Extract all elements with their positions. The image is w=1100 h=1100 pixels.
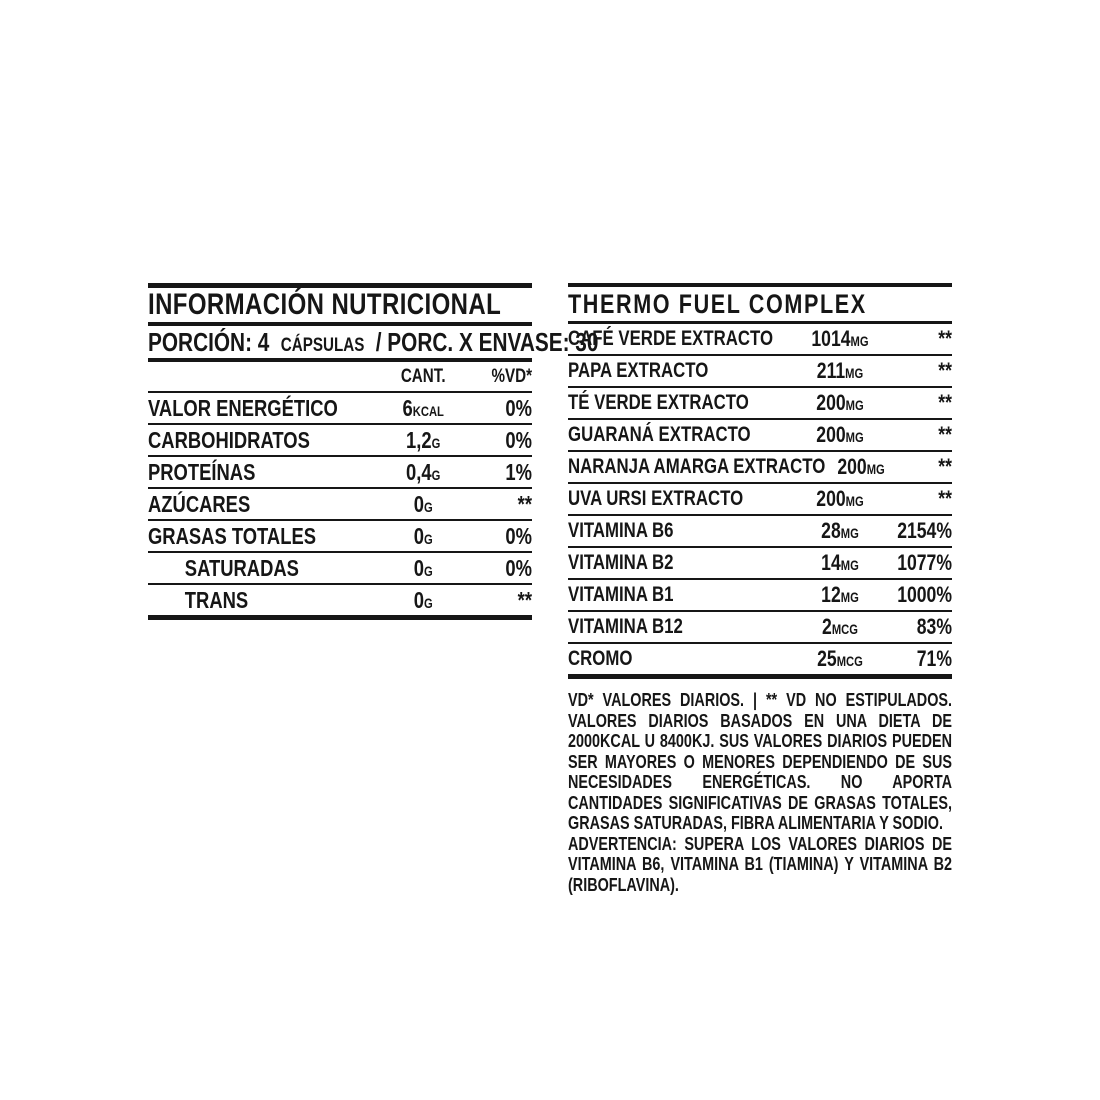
nutrient-label: TRANS xyxy=(184,586,249,613)
nutrient-unit: G xyxy=(431,466,441,483)
advertencia-label: ADVERTENCIA: xyxy=(568,833,677,854)
ingredient-amount: 25MCG xyxy=(817,646,863,671)
ingredient-row xyxy=(568,644,952,674)
ingredient-amount: 14MG xyxy=(821,550,859,575)
ingredient-row xyxy=(568,516,952,548)
nutrient-label: SATURADAS xyxy=(184,554,299,581)
nutrient-row xyxy=(148,457,532,489)
ingredient-unit: MG xyxy=(845,493,864,509)
ingredient-unit: MG xyxy=(845,397,864,413)
serving-unit: CÁPSULAS xyxy=(280,335,365,356)
ingredient-unit: MG xyxy=(840,557,859,573)
nutrient-amount: 0G xyxy=(413,522,433,549)
ingredient-label: NARANJA AMARGA EXTRACTO xyxy=(568,455,826,478)
nutrient-amount: 0G xyxy=(413,490,433,517)
ingredient-dv: ** xyxy=(938,422,952,447)
ingredient-label: VITAMINA B6 xyxy=(568,519,674,542)
nutrient-row xyxy=(148,521,532,553)
nutrient-dv: 0% xyxy=(505,394,532,421)
ingredient-row xyxy=(568,580,952,612)
ingredient-amount: 2MCG xyxy=(822,614,858,639)
nutrient-row xyxy=(148,393,532,425)
ingredient-row xyxy=(568,452,952,484)
nutrient-dv: ** xyxy=(517,490,532,517)
nutrient-dv: 0% xyxy=(505,426,532,453)
bottom-rule xyxy=(148,615,532,620)
ingredient-row xyxy=(568,356,952,388)
ingredient-dv: 1077% xyxy=(897,550,952,575)
column-headers xyxy=(148,362,532,391)
ingredient-amount: 200MG xyxy=(816,390,864,415)
bottom-rule xyxy=(568,674,952,679)
amount-column-header: CANT. xyxy=(400,366,446,387)
ingredient-unit: MG xyxy=(850,333,869,349)
nutrient-dv: 0% xyxy=(505,522,532,549)
advertencia-text: SUPERA LOS VALORES DIARIOS DE VITAMINA B6, VITAMINA B1 (TIAMINA) Y VITAMINA B2 (RIBOFLAVINA). xyxy=(568,833,952,895)
ingredient-amount: 211MG xyxy=(816,358,864,383)
ingredient-row xyxy=(568,324,952,356)
ingredient-dv: 71% xyxy=(916,646,952,671)
nutrient-label: CARBOHIDRATOS xyxy=(148,426,310,453)
nutrient-dv: 0% xyxy=(505,554,532,581)
ingredient-unit: MG xyxy=(845,365,864,381)
ingredient-dv: ** xyxy=(938,486,952,511)
ingredient-unit: MG xyxy=(845,429,864,445)
ingredient-amount: 200MG xyxy=(816,486,864,511)
serving-size: PORCIÓN: 4 xyxy=(148,327,270,357)
ingredient-amount: 1014MG xyxy=(811,326,869,351)
ingredient-row xyxy=(568,388,952,420)
ingredient-unit: MCG xyxy=(836,653,863,669)
nutrient-row xyxy=(148,585,532,615)
ingredient-label: CAFÉ VERDE EXTRACTO xyxy=(568,327,774,350)
ingredient-dv: 1000% xyxy=(897,582,952,607)
ingredient-label: VITAMINA B1 xyxy=(568,583,674,606)
nutrient-label: AZÚCARES xyxy=(148,490,251,517)
nutrient-label: GRASAS TOTALES xyxy=(148,522,316,549)
ingredient-dv: ** xyxy=(938,326,952,351)
nutrient-amount: 6KCAL xyxy=(402,394,444,421)
ingredient-dv: 2154% xyxy=(897,518,952,543)
nutrient-dv: ** xyxy=(517,586,532,613)
informacion-nutricional-table xyxy=(148,283,599,620)
ingredient-dv: ** xyxy=(938,358,952,383)
ingredient-label: GUARANÁ EXTRACTO xyxy=(568,423,751,446)
ingredient-unit: MG xyxy=(840,589,859,605)
footnote-block xyxy=(568,690,952,895)
ingredient-unit: MCG xyxy=(831,621,858,637)
nutrient-amount: 0,4G xyxy=(406,458,441,485)
ingredient-row xyxy=(568,612,952,644)
nutrient-unit: G xyxy=(423,562,433,579)
left-table-title: INFORMACIÓN NUTRICIONAL xyxy=(148,288,502,321)
ingredient-amount: 200MG xyxy=(837,454,885,479)
nutrient-row xyxy=(148,489,532,521)
ingredient-amount: 28MG xyxy=(821,518,859,543)
thermo-fuel-complex-table xyxy=(568,283,952,895)
advertencia-warning xyxy=(568,834,952,896)
nutrient-unit: G xyxy=(423,530,433,547)
nutrient-unit: KCAL xyxy=(412,402,444,419)
dv-column-header: %VD* xyxy=(491,366,532,387)
ingredient-label: VITAMINA B12 xyxy=(568,615,683,638)
nutrient-unit: G xyxy=(423,594,433,611)
nutrient-dv: 1% xyxy=(505,458,532,485)
nutrient-label: PROTEÍNAS xyxy=(148,458,256,485)
ingredient-dv: ** xyxy=(938,390,952,415)
servings-per-container: / PORC. X ENVASE: 30 xyxy=(375,327,599,357)
ingredient-amount: 200MG xyxy=(816,422,864,447)
nutrient-row xyxy=(148,425,532,457)
ingredient-row xyxy=(568,420,952,452)
nutrient-unit: G xyxy=(423,498,433,515)
ingredient-label: VITAMINA B2 xyxy=(568,551,674,574)
ingredient-row xyxy=(568,484,952,516)
nutrient-amount: 1,2G xyxy=(406,426,441,453)
nutrient-amount: 0G xyxy=(413,586,433,613)
nutrient-amount: 0G xyxy=(413,554,433,581)
serving-line xyxy=(148,326,599,358)
ingredient-dv: ** xyxy=(938,454,952,479)
ingredient-amount: 12MG xyxy=(821,582,859,607)
ingredient-row xyxy=(568,548,952,580)
nutrient-label: VALOR ENERGÉTICO xyxy=(148,394,338,421)
ingredient-unit: MG xyxy=(866,461,885,477)
nutrient-unit: G xyxy=(431,434,441,451)
ingredient-label: TÉ VERDE EXTRACTO xyxy=(568,391,749,414)
ingredient-dv: 83% xyxy=(916,614,952,639)
ingredient-label: CROMO xyxy=(568,647,633,670)
ingredient-label: UVA URSI EXTRACTO xyxy=(568,487,744,510)
ingredient-label: PAPA EXTRACTO xyxy=(568,359,709,382)
daily-values-footnote: VD* VALORES DIARIOS. | ** VD NO ESTIPULADOS. VALORES DIARIOS BASADOS EN UNA DIETA DE 2000KCAL U 8400KJ. SUS VALORES DIARIOS PUEDEN SER MAYORES O MENORES DEPENDIENDO DE SUS NECESIDADES ENERGÉTICAS. NO APORTA CANTIDADES SIGNIFICATIVAS DE GRASAS TOTALES, GRASAS SATURADAS, FIBRA ALIMENTARIA Y SODIO. xyxy=(568,690,952,833)
ingredient-unit: MG xyxy=(840,525,859,541)
right-table-title: THERMO FUEL COMPLEX xyxy=(568,289,867,319)
nutrient-row xyxy=(148,553,532,585)
